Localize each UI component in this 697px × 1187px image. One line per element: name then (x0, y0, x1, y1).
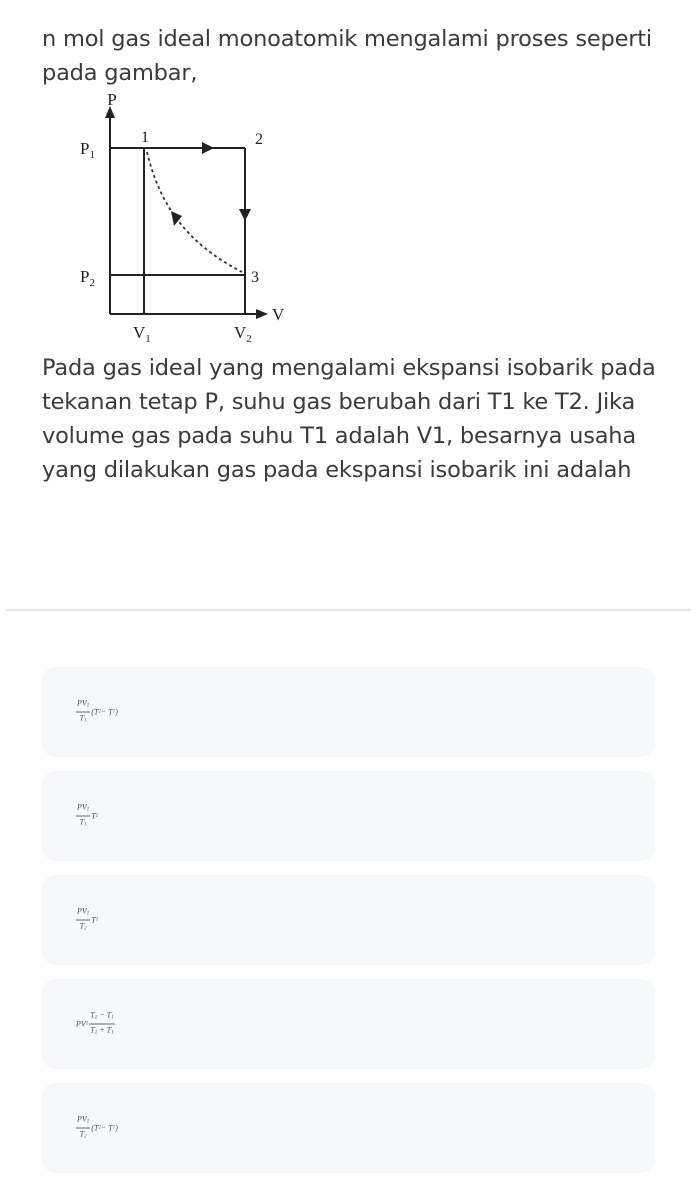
fraction: $\frac{PV_1}{T_2}$ (77, 1114, 90, 1140)
option-d[interactable] (42, 979, 655, 1069)
x-axis-arrow-icon (256, 309, 268, 319)
answer-options (42, 667, 655, 1187)
pv-diagram (34, 92, 284, 357)
option-d-formula: PV 1 $\frac{T_2 - T_1}{T_2 + T_1}$ (76, 1010, 114, 1036)
svg-text:1: 1 (141, 129, 149, 146)
option-b-formula: $\frac{PV_1}{T_1}$ T 2 (77, 802, 99, 828)
arrow-right-icon (202, 142, 214, 154)
svg-text:V1: $V_1$ (133, 323, 151, 345)
svg-text:P2: $P_2$ (80, 267, 95, 289)
divider (6, 609, 691, 611)
option-e[interactable] (42, 1083, 655, 1173)
arrow-down-icon (239, 209, 251, 221)
question-body: Pada gas ideal yang mengalami ekspansi isobarik pada tekanan tetap P, suhu gas berubah dari T1 ke T2. Jika volume gas pada suhu T1 adalah V1, besarnya usaha yang dilakukan gas pada ekspansi isobarik ini adalah (42, 355, 656, 483)
option-a-formula: $\frac{PV_1}{T_1}$ (T 2 − T 1 ) (77, 698, 118, 724)
svg-text:3: 3 (251, 269, 259, 286)
option-e-formula: $\frac{PV_1}{T_2}$ (T 2 − T 1 ) (77, 1114, 118, 1140)
option-c[interactable] (42, 875, 655, 965)
option-b[interactable] (42, 771, 655, 861)
svg-text:P1: $P_1$ (80, 139, 95, 161)
question-block (42, 22, 662, 487)
svg-text:2: 2 (255, 131, 263, 148)
question-intro: n mol gas ideal monoatomik mengalami proses seperti pada gambar, (42, 26, 652, 86)
pv-diagram-svg (34, 92, 284, 357)
svg-text:V: V (272, 305, 284, 324)
fraction: $\frac{T_2 - T_1}{T_2 + T_1}$ (90, 1010, 114, 1036)
svg-text:V2: $V_2$ (234, 323, 252, 345)
option-a[interactable] (42, 667, 655, 757)
fraction: $\frac{PV_1}{T_2}$ (77, 906, 90, 932)
fraction: $\frac{PV_1}{T_1}$ (77, 802, 90, 828)
fraction: $\frac{PV_1}{T_1}$ (77, 698, 90, 724)
option-c-formula: $\frac{PV_1}{T_2}$ T 1 (77, 906, 99, 932)
svg-text:P: P (107, 92, 117, 109)
